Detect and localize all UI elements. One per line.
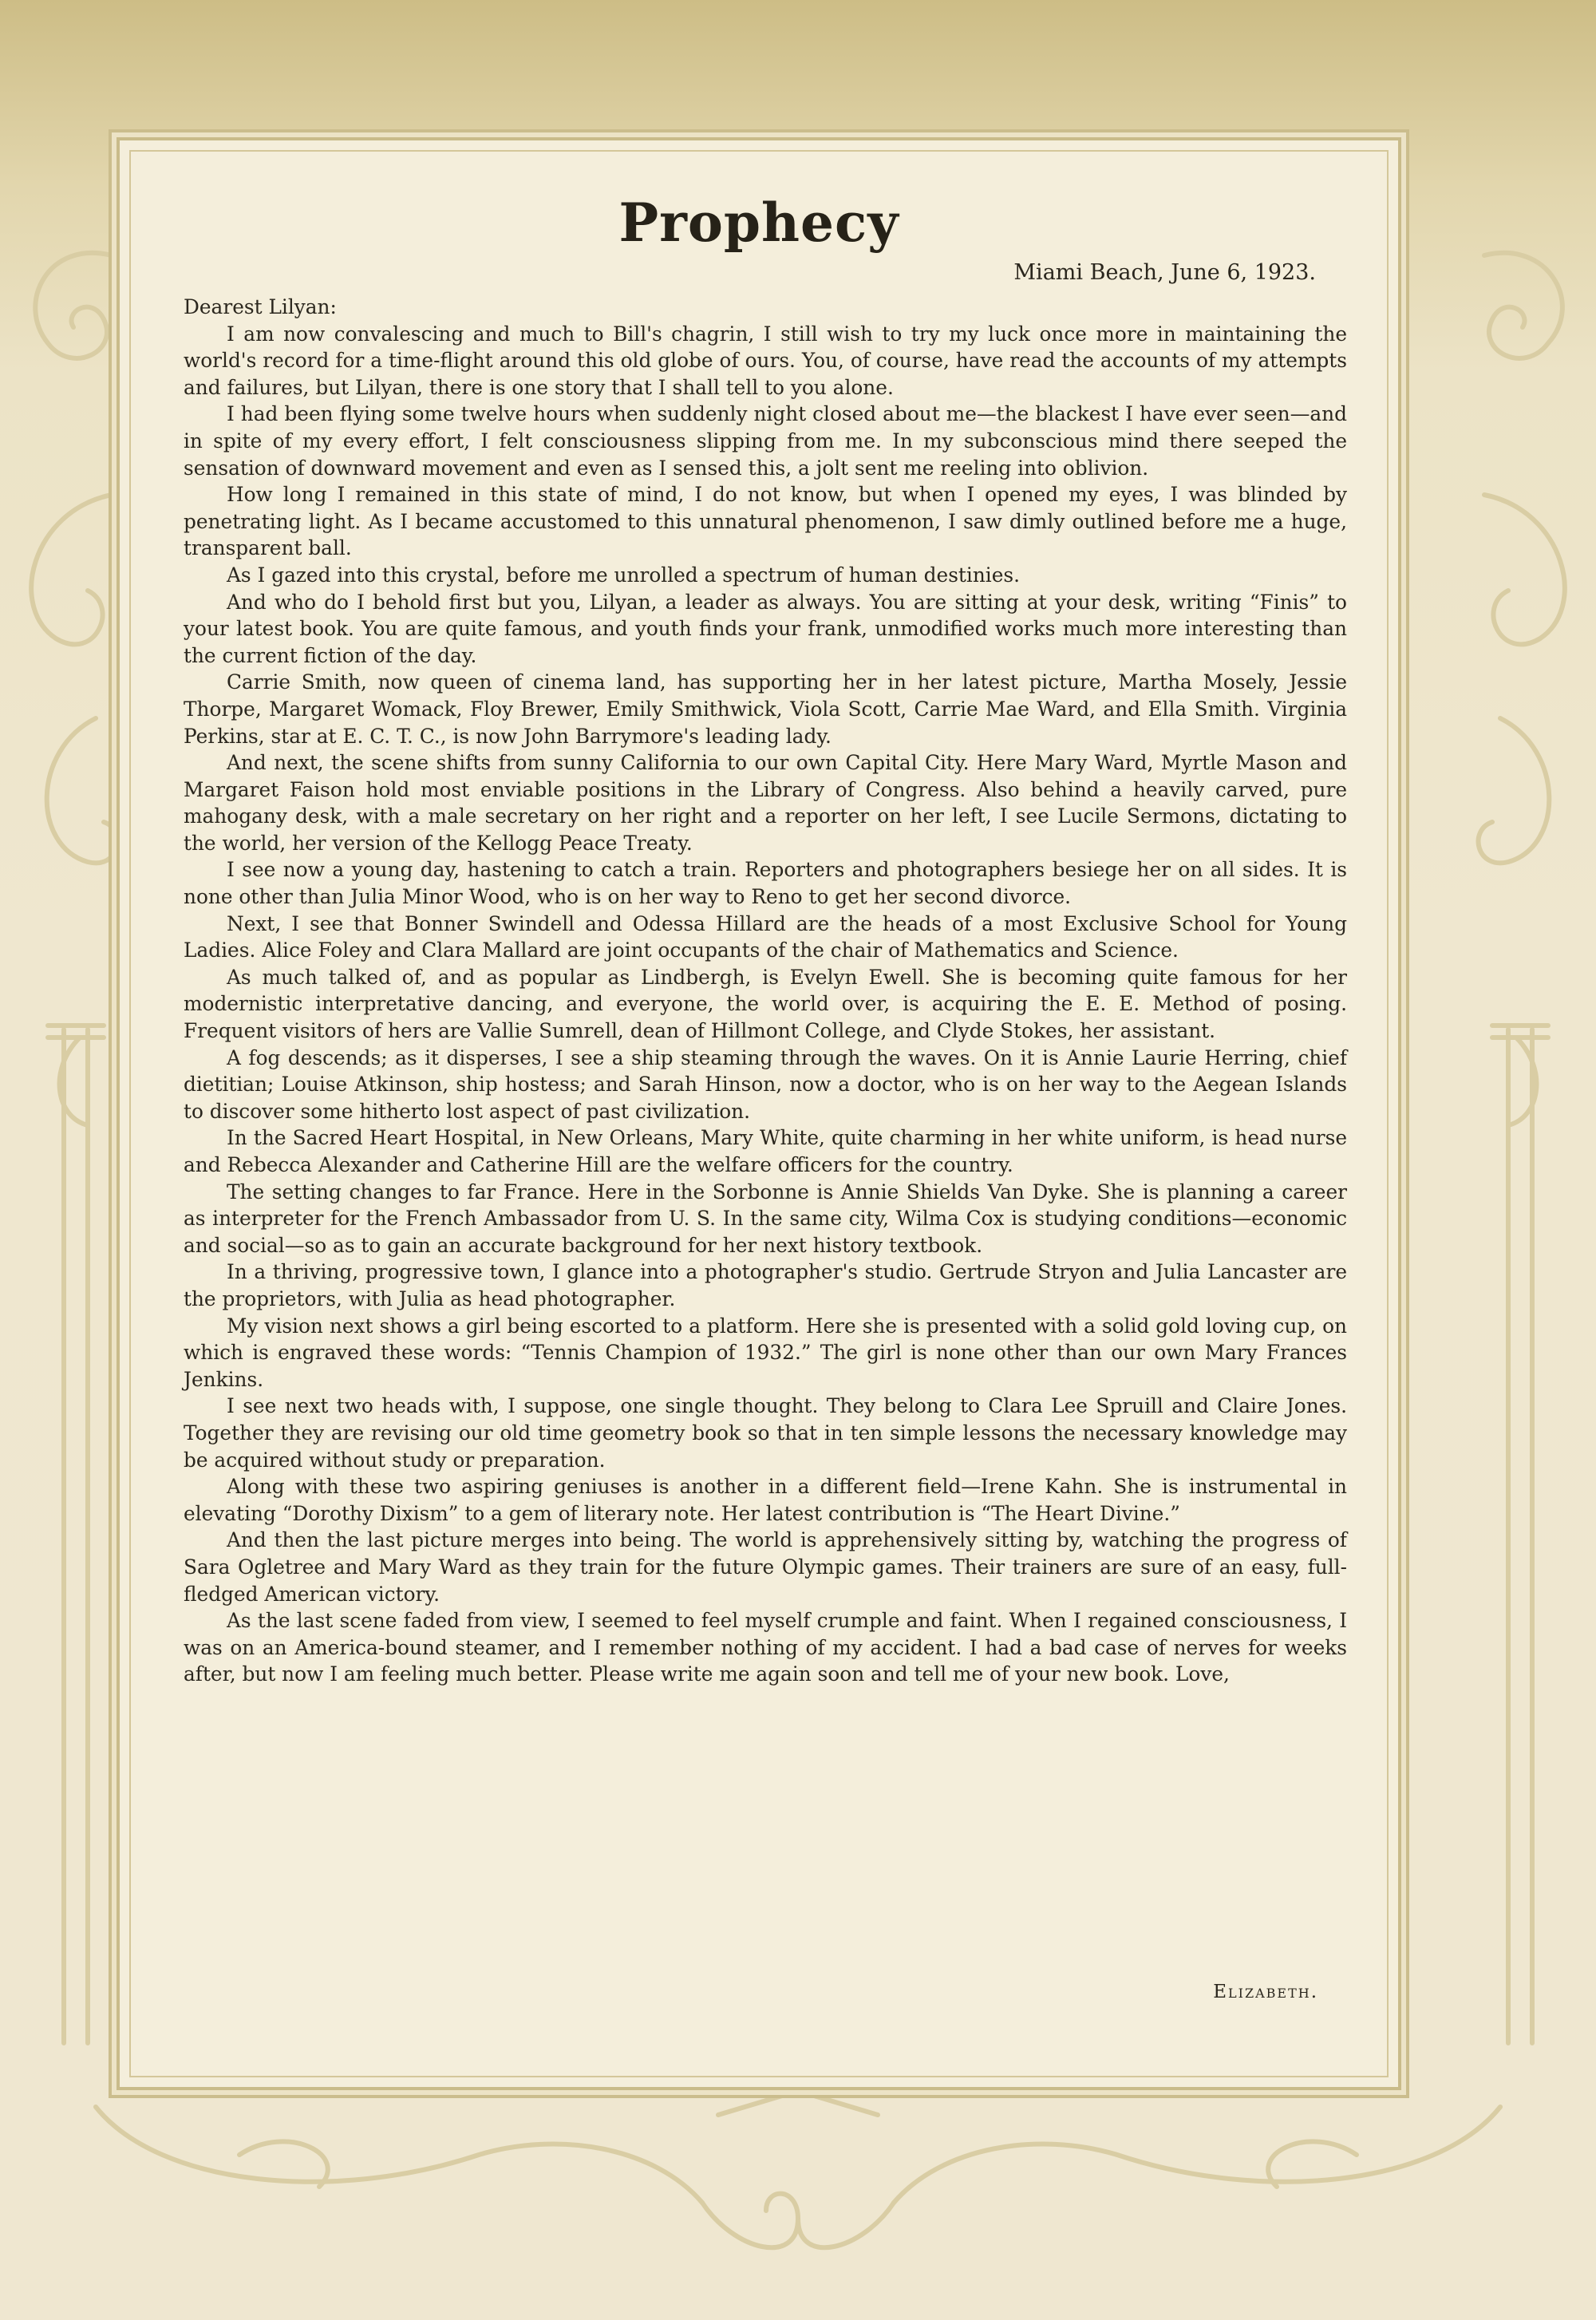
bottom-scroll-ornament	[96, 2107, 702, 2203]
paragraph: As I gazed into this crystal, before me unrolled a spectrum of human destinies.	[227, 563, 1021, 587]
paragraph: And who do I behold first but you, Lilyan, a leader as always. You are sitting at your desk, writing “Finis” to your latest book. You are quite famous, and youth finds your frank, unmodified works much more interesting than the current fiction of the day.	[184, 590, 1347, 667]
letter-panel	[117, 137, 1401, 2090]
paragraph: How long I remained in this state of mind, I do not know, but when I opened my eyes, I was blinded by penetrating light. As I became accustomed to this unnatural phenomenon, I saw dimly outlined before me a huge, transparent ball.	[184, 483, 1347, 560]
right-column-ornament	[1492, 1026, 1548, 2043]
paragraph: I am now convalescing and much to Bill's chagrin, I still wish to try my luck once more in maintaining the world's record for a time-flight around this old globe of ours. You, of course, have read the accounts of my attempts and failures, but Lilyan, there is one story that I shall tell to you alone.	[184, 322, 1347, 399]
paragraph: Next, I see that Bonner Swindell and Odessa Hillard are the heads of a most Exclusive School for Young Ladies. Alice Foley and Clara Mallard are joint occupants of the chair of Mathematics and Science.	[184, 911, 1347, 962]
paragraph: And then the last picture merges into being. The world is apprehensively sitting by, watching the progress of Sara Ogletree and Mary Ward as they train for the future Olympic games. Their trainers are sure of an easy, full-fledged American victory.	[184, 1528, 1347, 1606]
left-scroll-ornament	[35, 253, 112, 358]
right-scroll-ornament	[1484, 253, 1562, 358]
paragraph: I had been flying some twelve hours when suddenly night closed about me—the blackest I have ever seen—and in spite of my every effort, I felt consciousness slipping from me. In my subconscious mind there seeped the sensation of downward movement and even as I sensed this, a jolt sent me reeling into oblivion.	[184, 402, 1347, 480]
paragraph: A fog descends; as it disperses, I see a ship steaming through the waves. On it is Annie Laurie Herring, chief dietitian; Louise Atkinson, ship hostess; and Sarah Hinson, now a doctor, who is on her way to the Aegean Islands to discover some hitherto lost aspect of past civilization.	[184, 1045, 1347, 1123]
signature: Elizabeth.	[1213, 1982, 1318, 2002]
paragraph: As the last scene faded from view, I seemed to feel myself crumple and faint. When I regained consciousness, I was on an America-bound steamer, and I remember nothing of my accident. I had a bad case of nerves for weeks after, but now I am feeling much better. Please write me again soon and tell me of your new book. Love,	[184, 1609, 1347, 1686]
letter-body	[184, 294, 1347, 1688]
dateline: Miami Beach, June 6, 1923.	[1013, 260, 1316, 285]
paragraph: In a thriving, progressive town, I glance into a photographer's studio. Gertrude Stryon and Julia Lancaster are the proprietors, with Julia as head photographer.	[184, 1260, 1347, 1310]
paragraph: I see now a young day, hastening to catch a train. Reporters and photographers besiege her on all sides. It is none other than Julia Minor Wood, who is on her way to Reno to get her second divorce.	[184, 858, 1347, 909]
paragraph: Along with these two aspiring geniuses is another in a different field—Irene Kahn. She is instrumental in elevating “Dorothy Dixism” to a gem of literary note. Her latest contribution is “The Heart Divine.”	[184, 1475, 1347, 1525]
paragraph: And next, the scene shifts from sunny California to our own Capital City. Here Mary Ward, Myrtle Mason and Margaret Faison hold most enviable positions in the Library of Congress. Also behind a heavily carved, pure mahogany desk, with a male secretary on her right and a reporter on her left, I see Lucile Sermons, dictating to the world, her version of the Kellogg Peace Treaty.	[184, 751, 1347, 855]
paragraph: As much talked of, and as popular as Lindbergh, is Evelyn Ewell. She is becoming quite famous for her modernistic interpretative dancing, and everyone, the world over, is acquiring the E. E. Method of posing. Frequent visitors of hers are Vallie Sumrell, dean of Hillmont College, and Clyde Stokes, her assistant.	[184, 965, 1347, 1043]
paragraph: In the Sacred Heart Hospital, in New Orleans, Mary White, quite charming in her white uniform, is head nurse and Rebecca Alexander and Catherine Hill are the welfare officers for the country.	[184, 1126, 1347, 1176]
paragraph: The setting changes to far France. Here in the Sorbonne is Annie Shields Van Dyke. She is planning a career as interpreter for the French Ambassador from U. S. In the same city, Wilma Cox is studying conditions—economic and social—so as to gain an accurate background for her next history textbook.	[184, 1180, 1347, 1257]
paragraph: I see next two heads with, I suppose, one single thought. They belong to Clara Lee Spruill and Claire Jones. Together they are revising our old time geometry book so that in ten simple lessons the necessary knowledge may be acquired without study or preparation.	[184, 1394, 1347, 1472]
page-title: Prophecy	[618, 192, 899, 254]
left-column-ornament	[48, 1026, 104, 2043]
salutation: Dearest Lilyan:	[184, 295, 337, 318]
paragraph: My vision next shows a girl being escorted to a platform. Here she is presented with a solid gold loving cup, on which is engraved these words: “Tennis Champion of 1932.” The girl is none other than our own Mary Frances Jenkins.	[184, 1314, 1347, 1391]
paragraph: Carrie Smith, now queen of cinema land, has supporting her in her latest picture, Martha Mosely, Jessie Thorpe, Margaret Womack, Floy Brewer, Emily Smithwick, Viola Scott, Carrie Mae Ward, and Ella Smith. Virginia Perkins, star at E. C. T. C., is now John Barrymore's leading lady.	[184, 670, 1347, 748]
